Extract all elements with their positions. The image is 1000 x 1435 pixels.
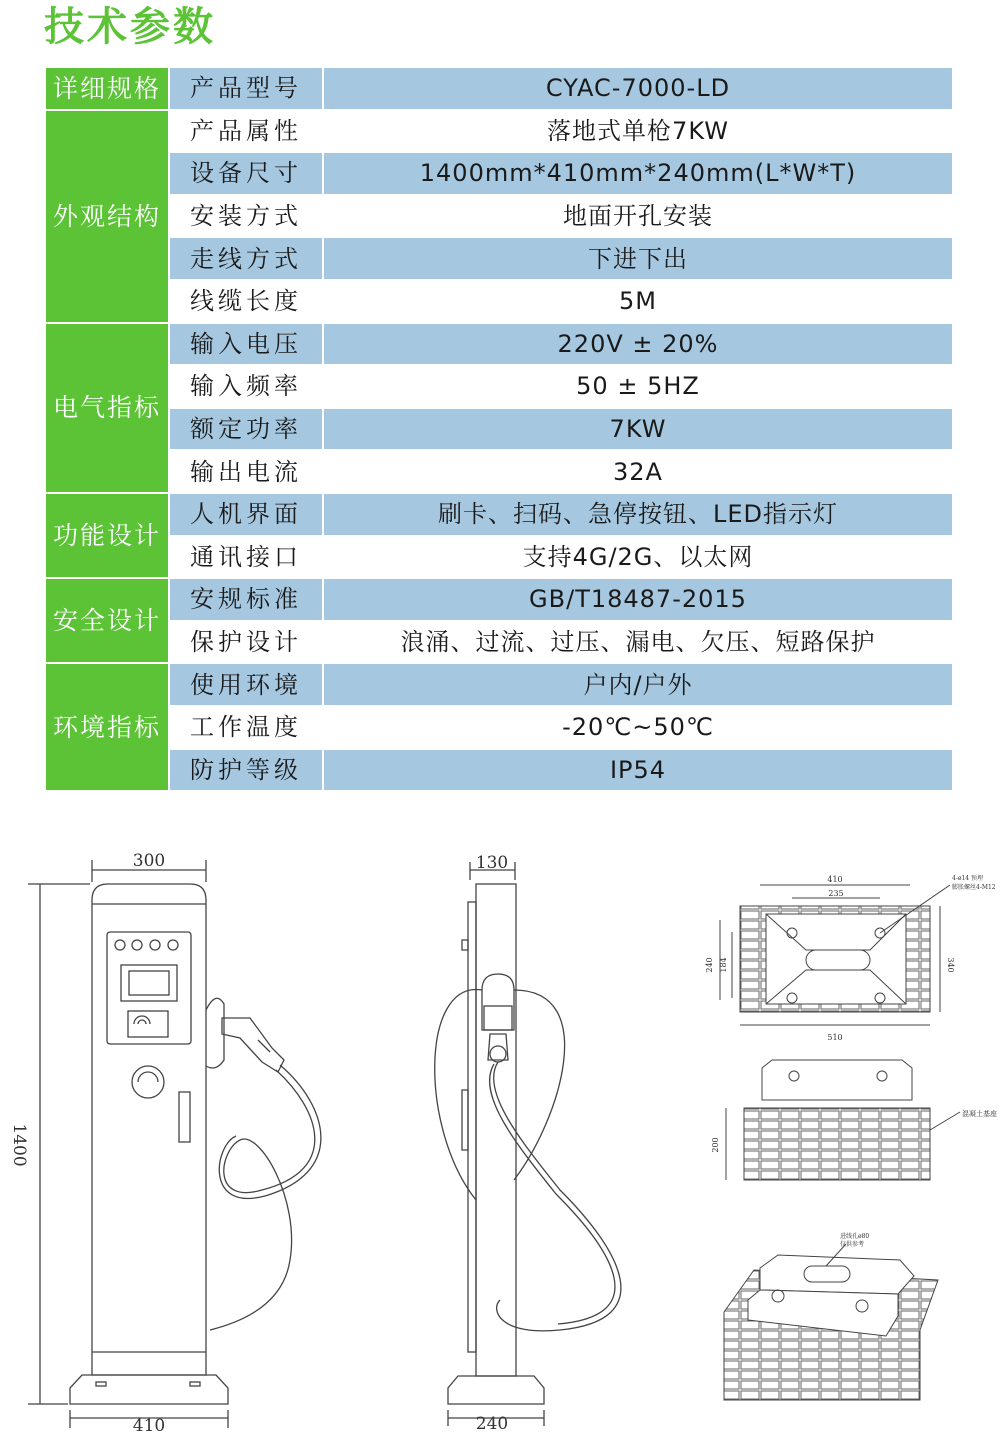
param-value: CYAC-7000-LD [323, 67, 953, 110]
front-base-label: 410 [132, 1416, 166, 1435]
table-row [45, 749, 953, 792]
table-row [45, 621, 953, 664]
param-label: 保护设计 [169, 621, 323, 664]
dim-510: 510 [827, 1033, 843, 1042]
table-row [45, 152, 953, 195]
param-label: 额定功率 [169, 408, 323, 451]
table-row [45, 493, 953, 536]
table-row [45, 578, 953, 621]
category-cell: 环境指标 [45, 663, 169, 791]
dim-184: 184 [719, 957, 728, 973]
param-label: 走线方式 [169, 237, 323, 280]
param-label: 使用环境 [169, 663, 323, 706]
category-cell: 详细规格 [45, 67, 169, 110]
param-label: 安规标准 [169, 578, 323, 621]
table-row [45, 67, 953, 110]
param-label: 输入电压 [169, 323, 323, 366]
param-value: 32A [323, 450, 953, 493]
dim-410: 410 [827, 875, 843, 884]
side-view-drawing [435, 862, 621, 1426]
category-cell: 外观结构 [45, 110, 169, 323]
note-cable-hole: 进线孔ø80 [840, 1233, 870, 1240]
param-value: 落地式单枪7KW [323, 110, 953, 153]
dim-240: 240 [705, 957, 714, 973]
front-width-label: 300 [132, 851, 166, 871]
param-value: IP54 [323, 749, 953, 792]
param-value: 户内/户外 [323, 663, 953, 706]
note-reference: 仅供参考 [840, 1241, 865, 1248]
param-value: 下进下出 [323, 237, 953, 280]
param-value: 1400mm*410mm*240mm(L*W*T) [323, 152, 953, 195]
param-value: 7KW [323, 408, 953, 451]
param-label: 输出电流 [169, 450, 323, 493]
param-value: 刷卡、扫码、急停按钮、LED指示灯 [323, 493, 953, 536]
param-value: GB/T18487-2015 [323, 578, 953, 621]
param-label: 人机界面 [169, 493, 323, 536]
param-label: 产品型号 [169, 67, 323, 110]
table-row [45, 323, 953, 366]
table-row [45, 195, 953, 238]
foundation-plan-drawing [720, 885, 950, 1025]
param-value: 5M [323, 280, 953, 323]
table-row [45, 536, 953, 579]
param-label: 线缆长度 [169, 280, 323, 323]
foundation-elevation-drawing [726, 1060, 960, 1180]
table-row [45, 237, 953, 280]
param-label: 工作温度 [169, 706, 323, 749]
dim-235: 235 [828, 889, 844, 898]
foundation-iso-drawing [724, 1244, 938, 1400]
technical-drawings [0, 830, 1000, 1435]
param-label: 防护等级 [169, 749, 323, 792]
param-label: 设备尺寸 [169, 152, 323, 195]
table-row [45, 408, 953, 451]
table-row [45, 110, 953, 153]
param-label: 通讯接口 [169, 536, 323, 579]
note-concrete: 混凝土基座 [962, 1110, 997, 1118]
front-view-drawing [28, 860, 321, 1428]
category-cell: 功能设计 [45, 493, 169, 578]
param-value: -20℃~50℃ [323, 706, 953, 749]
table-row [45, 280, 953, 323]
table-row [45, 365, 953, 408]
table-row [45, 450, 953, 493]
param-value: 支持4G/2G、以太网 [323, 536, 953, 579]
spec-table [44, 66, 954, 792]
dim-200: 200 [711, 1137, 720, 1153]
category-cell: 安全设计 [45, 578, 169, 663]
table-row [45, 663, 953, 706]
side-base-label: 240 [475, 1414, 509, 1434]
category-cell: 电气指标 [45, 323, 169, 493]
param-value: 220V ± 20% [323, 323, 953, 366]
front-height-label: 1400 [9, 1123, 29, 1167]
param-label: 安装方式 [169, 195, 323, 238]
note-expansion-bolt: 膨胀螺丝4-M12 [952, 884, 996, 891]
table-row [45, 706, 953, 749]
param-label: 输入频率 [169, 365, 323, 408]
param-value: 地面开孔安装 [323, 195, 953, 238]
param-value: 50 ± 5HZ [323, 365, 953, 408]
page-title: 技术参数 [44, 4, 216, 50]
side-depth-label: 130 [475, 853, 509, 873]
param-label: 产品属性 [169, 110, 323, 153]
note-bolt: 4-ø14 预埋 [952, 875, 983, 882]
dim-340: 340 [946, 957, 955, 973]
param-value: 浪涌、过流、过压、漏电、欠压、短路保护 [323, 621, 953, 664]
